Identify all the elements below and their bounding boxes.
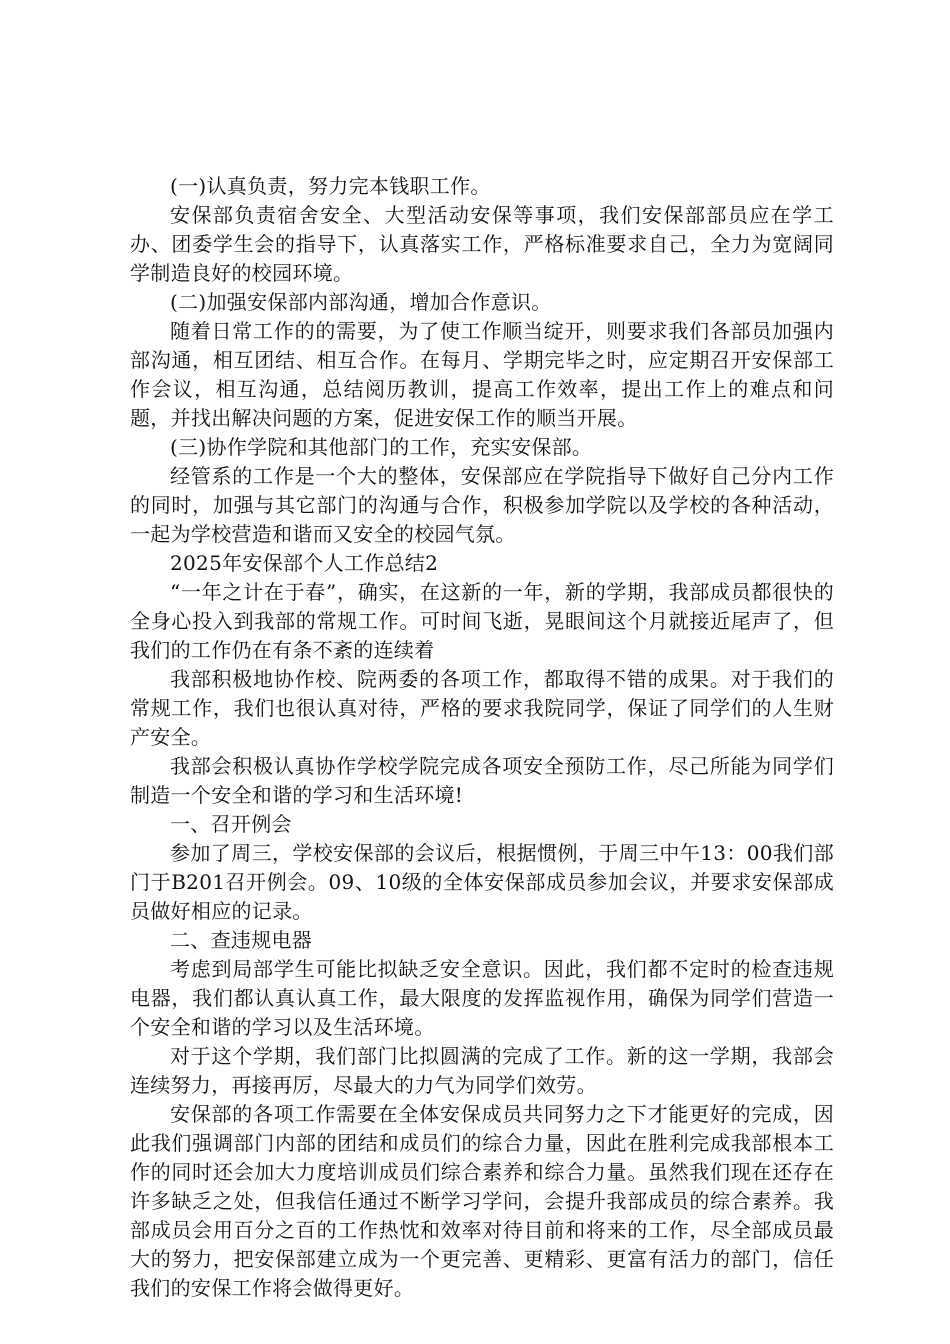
paragraph: 考虑到局部学生可能比拟缺乏安全意识。因此，我们都不定时的检查违规电器，我们都认真认真工作，最大限度的发挥监视作用，确保为同学们营造一个安全和谐的学习以及生活环境。 [130, 957, 834, 1039]
paragraph: 参加了周三，学校安保部的会议后，根据惯例，于周三中午13：00我们部门于B201召开例会。09、10级的全体安保部成员参加会议，并要求安保部成员做好相应的记录。 [130, 841, 834, 923]
section-heading-3: (三)协作学院和其他部门的工作，充实安保部。 [170, 435, 593, 459]
section-heading-2: (二)加强安保部内部沟通，增加合作意识。 [170, 290, 552, 314]
paragraph: 经管系的工作是一个大的整体，安保部应在学院指导下做好自己分内工作的同时，加强与其它部门的沟通与合作，积极参加学院以及学校的各种活动，一起为学校营造和谐而又安全的校园气氛。 [130, 464, 834, 546]
section-heading-appliances: 二、查违规电器 [170, 928, 313, 952]
document-subtitle: 2025年安保部个人工作总结2 [170, 551, 439, 575]
paragraph: 我部积极地协作校、院两委的各项工作，都取得不错的成果。对于我们的常规工作，我们也很认真对待，严格的要求我院同学，保证了同学们的人生财产安全。 [130, 667, 834, 749]
paragraph: 安保部负责宿舍安全、大型活动安保等事项，我们安保部部员应在学工办、团委学生会的指导下，认真落实工作，严格标准要求自己，全力为宽阔同学制造良好的校园环境。 [130, 203, 834, 285]
document-body [130, 172, 834, 1303]
section-heading-meeting: 一、召开例会 [170, 812, 292, 836]
paragraph: 对于这个学期，我们部门比拟圆满的完成了工作。新的这一学期，我部会连续努力，再接再厉，尽最大的力气为同学们效劳。 [130, 1044, 834, 1097]
paragraph: 安保部的各项工作需要在全体安保成员共同努力之下才能更好的完成，因此我们强调部门内部的团结和成员们的综合力量，因此在胜利完成我部根本工作的同时还会加大力度培训成员们综合素养和综合力量。虽然我们现在还存在许多缺乏之处，但我信任通过不断学习学问，会提升我部成员的综合素养。我部成员会用百分之百的工作热忱和效率对待目前和将来的工作，尽全部成员最大的努力，把安保部建立成为一个更完善、更精彩、更富有活力的部门，信任我们的安保工作将会做得更好。 [130, 1102, 834, 1300]
section-heading-1: (一)认真负责，努力完本钱职工作。 [170, 174, 491, 198]
paragraph: 随着日常工作的的需要，为了使工作顺当绽开，则要求我们各部员加强内部沟通，相互团结、相互合作。在每月、学期完毕之时，应定期召开安保部工作会议，相互沟通，总结阅历教训，提高工作效率，提出工作上的难点和问题，并找出解决问题的方案，促进安保工作的顺当开展。 [130, 319, 834, 430]
paragraph: 我部会积极认真协作学校学院完成各项安全预防工作，尽己所能为同学们制造一个安全和谐的学习和生活环境! [130, 754, 834, 807]
paragraph: “一年之计在于春”，确实，在这新的一年，新的学期，我部成员都很快的全身心投入到我部的常规工作。可时间飞逝，晃眼间这个月就接近尾声了，但我们的工作仍在有条不紊的连续着 [130, 580, 834, 662]
